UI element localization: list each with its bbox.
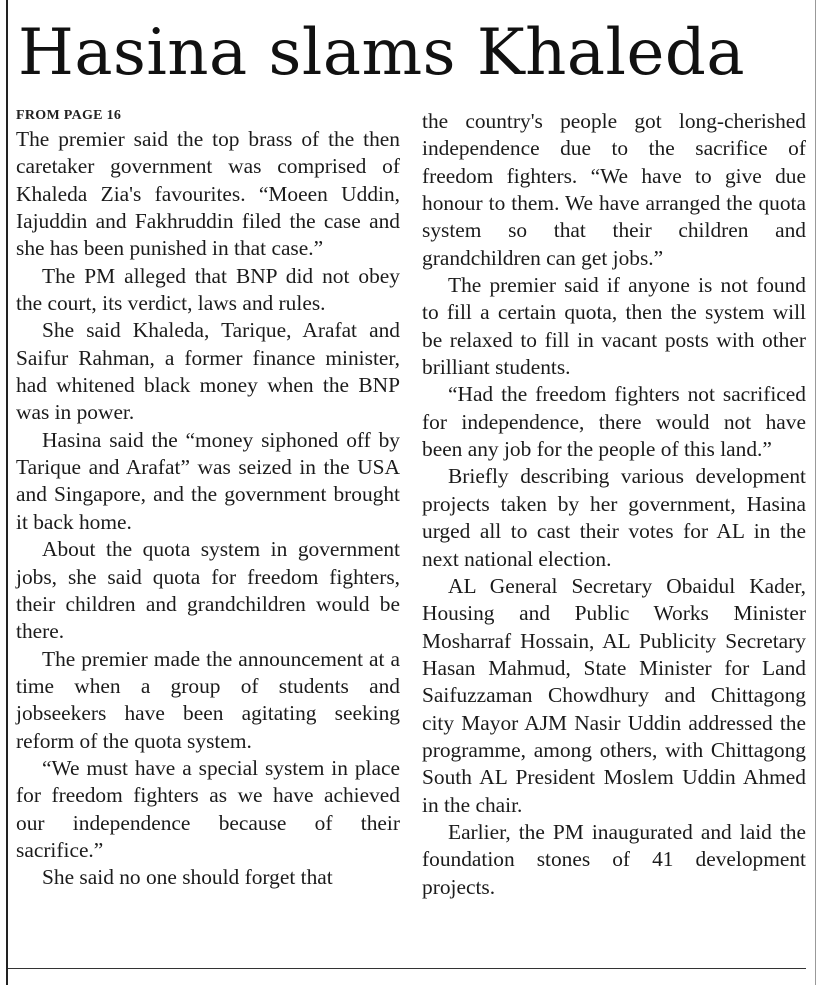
paragraph: the country's people got long-cherished independence due to the sacrifice of freedom fighters. “We have to give due honour to them. We have arranged the quota system so that their children and grandchildren can get jobs.” xyxy=(422,109,806,270)
right-column xyxy=(422,108,806,901)
headline: Hasina slams Khaleda xyxy=(18,16,745,90)
paragraph: AL General Secretary Obaidul Kader, Housing and Public Works Minister Mosharraf Hossain, AL Publicity Secretary Hasan Mahmud, State Minister for Land Saifuzzaman Chowdhury and Chittagong city Mayor AJM Nasir Uddin addressed the programme, among others, with Chittagong South AL President Moslem Uddin Ahmed in the chair. xyxy=(422,573,806,817)
paragraph: Hasina said the “money siphoned off by Tarique and Arafat” was seized in the USA and Singapore, and the government brought it back home. xyxy=(16,427,400,534)
left-column xyxy=(16,106,400,892)
paragraph: About the quota system in government jobs, she said quota for freedom fighters, their children and grandchildren would be there. xyxy=(16,537,400,644)
paragraph: The premier made the announcement at a time when a group of students and jobseekers have been agitating seeking reform of the quota system. xyxy=(16,646,400,753)
paragraph: “We must have a special system in place for freedom fighters as we have achieved our independence because of their sacrifice.” xyxy=(16,755,400,862)
paragraph: Briefly describing various development projects taken by her government, Hasina urged all to cast their votes for AL in the next national election. xyxy=(422,464,806,571)
paragraph: Earlier, the PM inaugurated and laid the foundation stones of 41 development projects. xyxy=(422,819,806,899)
paragraph: The premier said if anyone is not found to fill a certain quota, then the system will be relaxed to fill in vacant posts with other brilliant students. xyxy=(422,273,806,380)
paragraph: The PM alleged that BNP did not obey the court, its verdict, laws and rules. xyxy=(16,263,400,316)
right-border xyxy=(815,0,816,985)
paragraph: She said Khaleda, Tarique, Arafat and Saifur Rahman, a former finance minister, had whitened black money when the BNP was in power. xyxy=(16,318,400,425)
paragraph: “Had the freedom fighters not sacrificed for independence, there would not have been any job for the people of this land.” xyxy=(422,382,806,462)
left-border xyxy=(6,0,8,985)
bottom-rule xyxy=(8,968,806,969)
continuation-kicker: FROM PAGE 16 xyxy=(16,108,122,123)
paragraph: She said no one should forget that xyxy=(42,865,333,890)
paragraph: The premier said the top brass of the then caretaker government was comprised of Khaleda Zia's favourites. “Moeen Uddin, Iajuddin and Fakhruddin filed the case and she has been punished in that case.” xyxy=(16,127,400,261)
